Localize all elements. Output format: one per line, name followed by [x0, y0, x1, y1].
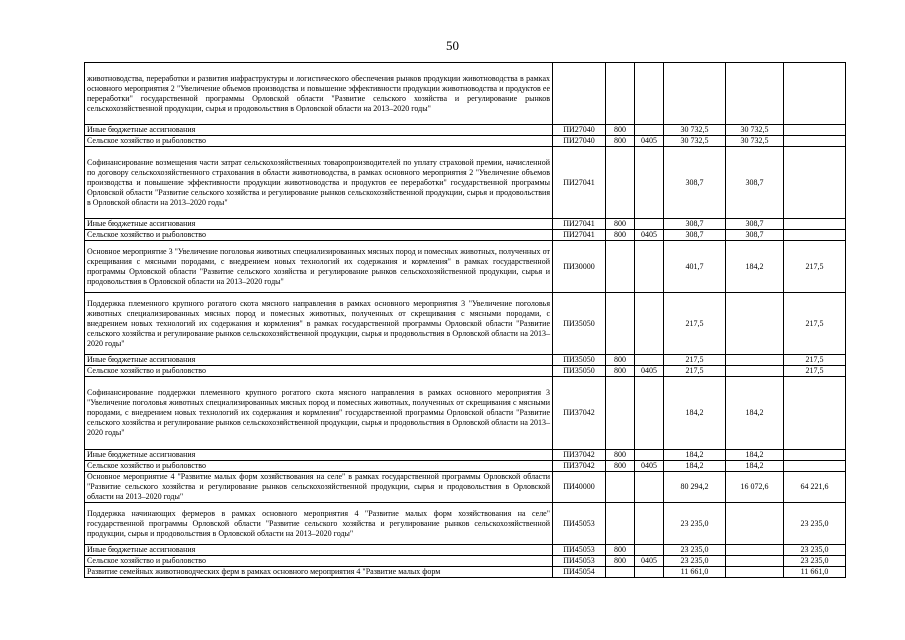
row-rz	[635, 545, 664, 556]
row-kvr	[606, 293, 635, 355]
row-sum-total: 308,7	[664, 147, 726, 219]
row-sum-3	[784, 461, 846, 472]
row-rz: 0405	[635, 136, 664, 147]
row-name: Развитие семейных животноводческих ферм в рамках основного мероприятия 4 "Развитие малых форм	[85, 567, 553, 578]
table-row	[85, 293, 846, 355]
row-name: Основное мероприятие 3 "Увеличение поголовья животных специализированных мясных пород и помесных животных, полученных от скрещивания с мясными породами, с внедрением новых технологий их содержания и кормления" в рамках государственной программы Орловской области "Развитие сельского хозяйства и регулирование рынков сельскохозяйственной продукции, сырья и продовольствия в Орловской области на 2013–2020 годы"	[85, 241, 553, 293]
row-code: ПИ30000	[553, 241, 606, 293]
table-row	[85, 556, 846, 567]
row-sum-3: 217,5	[784, 355, 846, 366]
row-code: ПИ27041	[553, 219, 606, 230]
row-sum-3	[784, 147, 846, 219]
row-kvr	[606, 472, 635, 503]
row-rz	[635, 450, 664, 461]
row-kvr	[606, 241, 635, 293]
row-kvr: 800	[606, 366, 635, 377]
row-sum-2: 30 732,5	[726, 125, 784, 136]
row-code: ПИ27040	[553, 136, 606, 147]
row-sum-2: 184,2	[726, 241, 784, 293]
row-rz	[635, 293, 664, 355]
row-sum-3: 217,5	[784, 366, 846, 377]
row-sum-3: 217,5	[784, 241, 846, 293]
row-rz	[635, 503, 664, 545]
row-name: животноводства, переработки и развития инфраструктуры и логистического обеспечения рынков продукции животноводства в рамках основного мероприятия 2 "Увеличение объемов производства и повышение эффективности продукции животноводства и продуктов ее переработки" государственной программы Орловской области "Развитие сельского хозяйства и регулирование рынков сельскохозяйственной продукции, сырья и продовольствия в Орловской области на 2013–2020 годы"	[85, 63, 553, 125]
table-row	[85, 366, 846, 377]
row-name: Иные бюджетные ассигнования	[85, 545, 553, 556]
row-sum-2	[726, 355, 784, 366]
row-kvr: 800	[606, 355, 635, 366]
row-sum-total: 23 235,0	[664, 556, 726, 567]
row-sum-3	[784, 219, 846, 230]
table-row	[85, 63, 846, 125]
row-sum-3	[784, 63, 846, 125]
row-rz	[635, 147, 664, 219]
row-sum-total: 11 661,0	[664, 567, 726, 578]
table-row	[85, 230, 846, 241]
row-name: Софинансирование возмещения части затрат сельскохозяйственных товаропроизводителей по уплату страховой премии, начисленной по договору сельскохозяйственного страхования в области животноводства, в рамках основного мероприятия 2 "Увеличение объемов производства и повышение эффективности продукции животноводства и продуктов ее переработки" государственной программы Орловской области "Развитие сельского хозяйства и регулирование рынков сельскохозяйственной продукции, сырья и продовольствия в Орловской области на 2013–2020 годы"	[85, 147, 553, 219]
row-kvr: 800	[606, 136, 635, 147]
row-name: Иные бюджетные ассигнования	[85, 125, 553, 136]
row-sum-2: 184,2	[726, 377, 784, 450]
row-kvr	[606, 567, 635, 578]
table-row	[85, 241, 846, 293]
row-code: ПИ45053	[553, 556, 606, 567]
row-sum-total: 308,7	[664, 230, 726, 241]
table-row	[85, 450, 846, 461]
row-sum-3: 64 221,6	[784, 472, 846, 503]
row-code: ПИ27041	[553, 147, 606, 219]
row-sum-2: 184,2	[726, 450, 784, 461]
table-row	[85, 219, 846, 230]
row-sum-3: 217,5	[784, 293, 846, 355]
row-rz	[635, 125, 664, 136]
table-row	[85, 377, 846, 450]
table-row	[85, 472, 846, 503]
row-name: Сельское хозяйство и рыболовство	[85, 366, 553, 377]
row-rz	[635, 241, 664, 293]
row-rz: 0405	[635, 366, 664, 377]
row-sum-3	[784, 377, 846, 450]
row-kvr: 800	[606, 125, 635, 136]
row-sum-total: 217,5	[664, 355, 726, 366]
row-name: Поддержка начинающих фермеров в рамках основного мероприятия 4 "Развитие малых форм хозяйствования на селе" государственной программы Орловской области "Развитие сельского хозяйства и регулирование рынков сельскохозяйственной продукции, сырья и продовольствия в Орловской области на 2013–2020 годы"	[85, 503, 553, 545]
row-code: ПИ37042	[553, 450, 606, 461]
row-sum-3	[784, 450, 846, 461]
row-code: ПИ45054	[553, 567, 606, 578]
row-sum-2: 308,7	[726, 230, 784, 241]
row-name: Сельское хозяйство и рыболовство	[85, 461, 553, 472]
row-rz: 0405	[635, 556, 664, 567]
row-sum-2	[726, 366, 784, 377]
row-code: ПИ35050	[553, 293, 606, 355]
table-row	[85, 503, 846, 545]
row-sum-2: 184,2	[726, 461, 784, 472]
row-kvr: 800	[606, 545, 635, 556]
row-sum-total: 401,7	[664, 241, 726, 293]
row-rz	[635, 63, 664, 125]
table-row	[85, 147, 846, 219]
row-sum-2	[726, 545, 784, 556]
row-sum-3: 23 235,0	[784, 556, 846, 567]
row-sum-2	[726, 567, 784, 578]
row-sum-total: 23 235,0	[664, 545, 726, 556]
row-name: Сельское хозяйство и рыболовство	[85, 230, 553, 241]
table-row	[85, 355, 846, 366]
table-row	[85, 461, 846, 472]
row-sum-2	[726, 503, 784, 545]
row-sum-3	[784, 230, 846, 241]
table-row	[85, 136, 846, 147]
row-sum-total: 30 732,5	[664, 125, 726, 136]
row-sum-3: 11 661,0	[784, 567, 846, 578]
row-rz: 0405	[635, 461, 664, 472]
row-code	[553, 63, 606, 125]
row-sum-total: 23 235,0	[664, 503, 726, 545]
row-code: ПИ37042	[553, 461, 606, 472]
row-sum-2: 308,7	[726, 219, 784, 230]
row-sum-total: 184,2	[664, 377, 726, 450]
row-kvr: 800	[606, 219, 635, 230]
row-sum-total	[664, 63, 726, 125]
row-sum-2	[726, 63, 784, 125]
row-sum-2: 30 732,5	[726, 136, 784, 147]
row-kvr: 800	[606, 230, 635, 241]
row-kvr	[606, 377, 635, 450]
row-name: Сельское хозяйство и рыболовство	[85, 136, 553, 147]
table-row	[85, 125, 846, 136]
row-rz	[635, 219, 664, 230]
row-kvr	[606, 147, 635, 219]
row-code: ПИ35050	[553, 355, 606, 366]
row-kvr	[606, 63, 635, 125]
row-sum-total: 80 294,2	[664, 472, 726, 503]
row-code: ПИ45053	[553, 545, 606, 556]
row-kvr: 800	[606, 461, 635, 472]
row-name: Софинансирование поддержки племенного крупного рогатого скота мясного направления в рамках основного мероприятия 3 "Увеличение поголовья животных специализированных мясных пород и помесных животных, полученных от скрещивания с мясными породами, с внедрением новых технологий их содержания и кормления" государственной программы Орловской области "Развитие сельского хозяйства и регулирование рынков сельскохозяйственной продукции, сырья и продовольствия в Орловской области на 2013–2020 годы"	[85, 377, 553, 450]
table-row	[85, 545, 846, 556]
row-name: Иные бюджетные ассигнования	[85, 355, 553, 366]
row-sum-total: 308,7	[664, 219, 726, 230]
row-rz	[635, 377, 664, 450]
row-sum-total: 30 732,5	[664, 136, 726, 147]
row-name: Иные бюджетные ассигнования	[85, 450, 553, 461]
row-kvr	[606, 503, 635, 545]
row-name: Основное мероприятие 4 "Развитие малых форм хозяйствования на селе" в рамках государственной программы Орловской области "Развитие сельского хозяйства и регулирование рынков сельскохозяйственной продукции, сырья и продовольствия в Орловской области на 2013–2020 годы"	[85, 472, 553, 503]
row-kvr: 800	[606, 450, 635, 461]
table-row	[85, 567, 846, 578]
row-sum-2: 308,7	[726, 147, 784, 219]
row-sum-3	[784, 136, 846, 147]
page-number: 50	[446, 38, 459, 53]
row-sum-2	[726, 293, 784, 355]
row-kvr: 800	[606, 556, 635, 567]
row-rz	[635, 355, 664, 366]
row-sum-total: 184,2	[664, 450, 726, 461]
row-code: ПИ27041	[553, 230, 606, 241]
row-sum-3	[784, 125, 846, 136]
row-code: ПИ37042	[553, 377, 606, 450]
row-code: ПИ35050	[553, 366, 606, 377]
row-sum-total: 217,5	[664, 366, 726, 377]
row-name: Поддержка племенного крупного рогатого скота мясного направления в рамках основного мероприятия 3 "Увеличение поголовья животных специализированных мясных пород и помесных животных, полученных от скрещивания с мясными породами, с внедрением новых технологий их содержания и кормления" в рамках государственной программы Орловской области "Развитие сельского хозяйства и регулирование рынков сельскохозяйственной продукции, сырья и продовольствия в Орловской области на 2013–2020 годы"	[85, 293, 553, 355]
row-sum-total: 184,2	[664, 461, 726, 472]
row-code: ПИ27040	[553, 125, 606, 136]
row-sum-2: 16 072,6	[726, 472, 784, 503]
row-sum-3: 23 235,0	[784, 545, 846, 556]
row-sum-3: 23 235,0	[784, 503, 846, 545]
row-name: Иные бюджетные ассигнования	[85, 219, 553, 230]
row-sum-2	[726, 556, 784, 567]
budget-table	[84, 62, 846, 578]
row-sum-total: 217,5	[664, 293, 726, 355]
row-name: Сельское хозяйство и рыболовство	[85, 556, 553, 567]
row-code: ПИ45053	[553, 503, 606, 545]
row-rz	[635, 567, 664, 578]
row-code: ПИ40000	[553, 472, 606, 503]
row-rz: 0405	[635, 230, 664, 241]
row-rz	[635, 472, 664, 503]
